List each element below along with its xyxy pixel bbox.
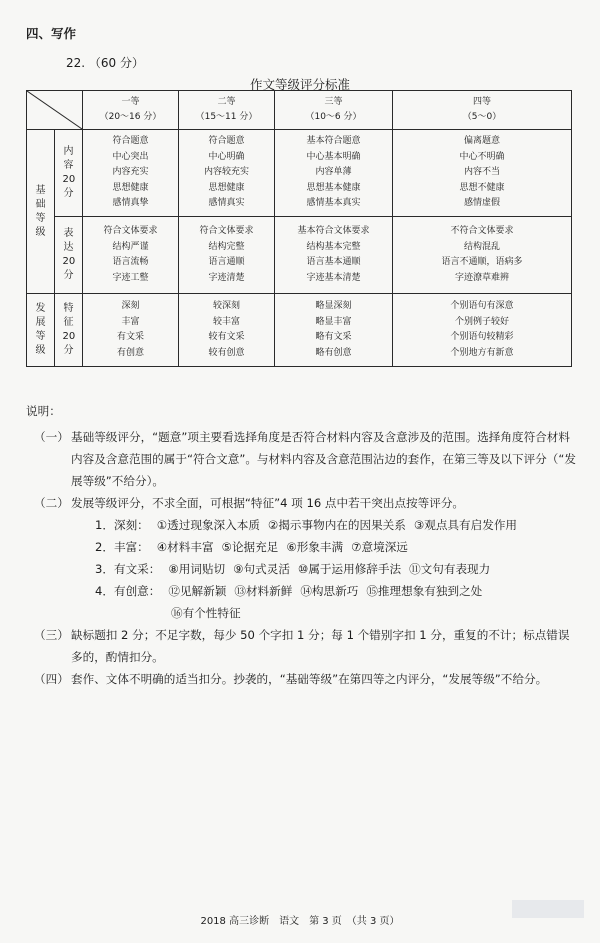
criteria-item: 4．有创意： ⑫见解新颖 ⑬材料新鲜 ⑭构思新巧 ⑮推理想象有独到之处 xyxy=(95,584,483,598)
note-4: （四） 套作、文体不明确的适当扣分。抄袭的，“基础等级”在第四等之内评分，“发展等级”不给分。 xyxy=(34,672,548,686)
notes-section xyxy=(26,400,581,690)
table-cell: 符合题意 中心突出 内容充实 思想健康 感情真挚 xyxy=(83,130,179,217)
table-cell: 符合文体要求 结构完整 语言通顺 字迹清楚 xyxy=(179,217,275,294)
corner-cell xyxy=(27,91,83,130)
watermark-block xyxy=(512,900,584,918)
criteria-item: 1．深刻： ①透过现象深入本质 ②揭示事物内在的因果关系 ③观点具有启发作用 xyxy=(95,518,518,532)
criteria-item: 2．丰富： ④材料丰富 ⑤论据充足 ⑥形象丰满 ⑦意境深远 xyxy=(95,540,408,554)
table-cell: 深刻 丰富 有文采 有创意 xyxy=(83,294,179,367)
table-cell: 偏离题意 中心不明确 内容不当 思想不健康 感情虚假 xyxy=(393,130,572,217)
criteria-item-extra: ⑯有个性特征 xyxy=(171,606,241,620)
expression-label: 表达20分 xyxy=(55,217,83,294)
expression-row xyxy=(27,217,572,294)
table-cell: 符合文体要求 结构严谨 语言流畅 字迹工整 xyxy=(83,217,179,294)
criteria-item: 3．有文采： ⑧用词贴切 ⑨句式灵活 ⑩属于运用修辞手法 ⑪文句有表现力 xyxy=(95,562,491,576)
grade-header: 二等 （15～11 分） xyxy=(179,91,275,130)
table-cell: 符合题意 中心明确 内容较充实 思想健康 感情真实 xyxy=(179,130,275,217)
table-cell: 较深刻 较丰富 较有文采 较有创意 xyxy=(179,294,275,367)
table-cell: 基本符合文体要求 结构基本完整 语言基本通顺 字迹基本清楚 xyxy=(275,217,393,294)
notes-label: 说明： xyxy=(26,404,61,418)
development-level-label: 发展等级 xyxy=(27,294,55,367)
grade-header: 四等 （5～0） xyxy=(393,91,572,130)
diagonal-line xyxy=(27,91,82,129)
grade-header: 三等 （10～6 分） xyxy=(275,91,393,130)
basic-level-label: 基础等级 xyxy=(27,130,55,294)
header-row xyxy=(27,91,572,130)
content-label: 内容20分 xyxy=(55,130,83,217)
grade-header: 一等 （20～16 分） xyxy=(83,91,179,130)
table-cell: 不符合文体要求 结构混乱 语言不通顺，语病多 字迹潦草难辨 xyxy=(393,217,572,294)
content-row xyxy=(27,130,572,217)
note-3: （三） 缺标题扣 2 分；不足字数，每少 50 个字扣 1 分；每 1 个错别字扣 1 分，重复的不计；标点错误多的，酌情扣分。 xyxy=(34,628,570,664)
table-cell: 略显深刻 略显丰富 略有文采 略有创意 xyxy=(275,294,393,367)
feature-label: 特征20分 xyxy=(55,294,83,367)
page-footer: 2018 高三诊断 语文 第 3 页 （共 3 页） xyxy=(200,916,400,927)
table-cell: 基本符合题意 中心基本明确 内容单薄 思想基本健康 感情基本真实 xyxy=(275,130,393,217)
feature-row xyxy=(27,294,572,367)
table-cell: 个别语句有深意 个别例子较好 个别语句较精彩 个别地方有新意 xyxy=(393,294,572,367)
note-2: （二） 发展等级评分，不求全面，可根据“特征”4 项 16 点中若干突出点按等评分。 xyxy=(34,496,465,510)
note-2-items xyxy=(26,514,581,624)
table-title: 作文等级评分标准 xyxy=(249,77,350,92)
section-title: 四、写作 xyxy=(26,26,77,41)
grading-table xyxy=(26,90,572,367)
question-number: 22. （60 分） xyxy=(66,56,144,70)
note-1: （一） 基础等级评分，“题意”项主要看选择角度是否符合材料内容及含意涉及的范围。选择角度符合材料内容及含意范围的属于“符合文意”。与材料内容及含意范围沾边的套作，在第三等及以下评分（“发展等级”不给分）。 xyxy=(34,430,576,488)
